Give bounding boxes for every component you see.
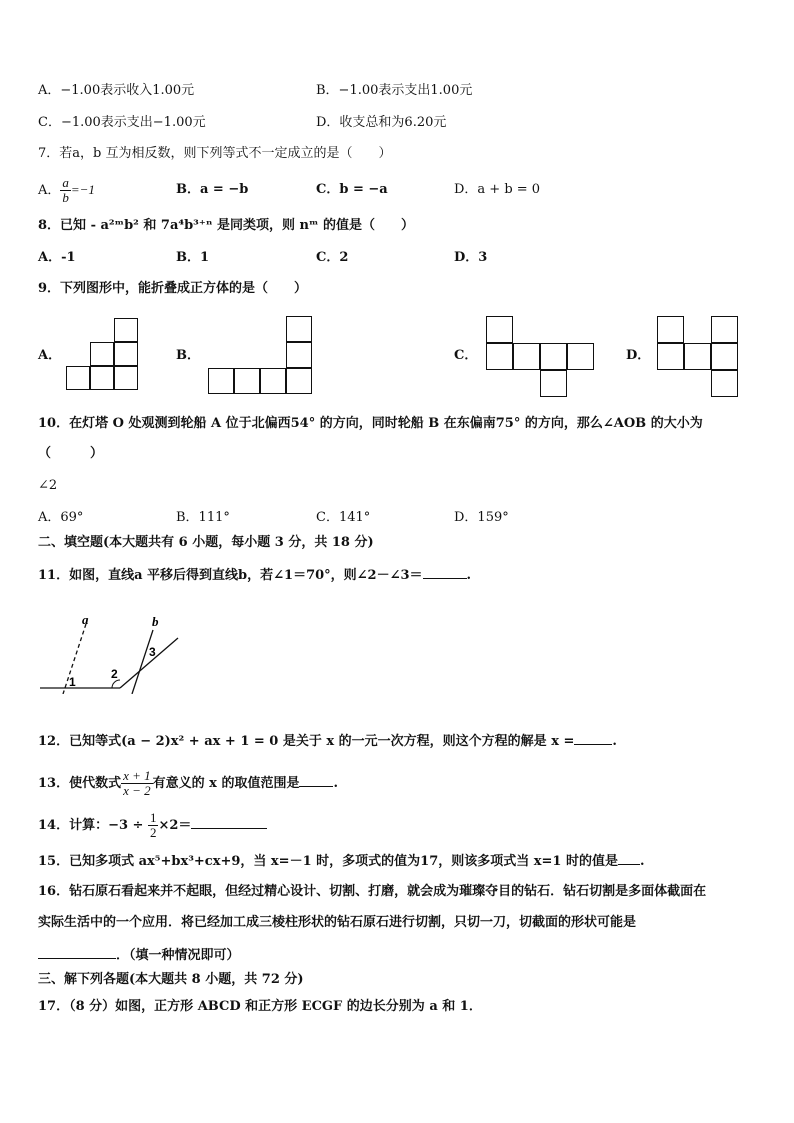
q12-stem-text: 12．已知等式(a − 2)x² + ax + 1 = 0 是关于 x 的一元一次方程，则这个方程的解是 x = <box>38 734 575 749</box>
q11-figure <box>38 612 188 694</box>
q10-stem: 10．在灯塔 O 处观测到轮船 A 位于北偏西54° 的方向，同时轮船 B 在东偏南75° 的方向，那么∠AOB 的大小为 <box>38 416 703 431</box>
q15-stem <box>38 852 645 871</box>
q7-option-d: D．a + b = 0 <box>454 182 541 197</box>
label-angle-3: 3 <box>149 645 156 659</box>
fraction-denominator: x − 2 <box>123 783 151 798</box>
label-b: b <box>152 614 159 629</box>
q7-option-b: B．a = −b <box>176 182 249 197</box>
q9-option-b: B． <box>176 348 200 363</box>
label-angle-1: 1 <box>69 675 76 689</box>
answer-blank <box>423 566 467 579</box>
q6-option-a: A．−1.00表示收入1.00元 <box>38 83 195 98</box>
q9-option-a: A． <box>38 348 62 363</box>
q6-option-c: C．−1.00表示支出−1.00元 <box>38 115 206 130</box>
q15-stem-text: 15．已知多项式 ax⁵+bx³+cx+9，当 x=－1 时，多项式的值为17，则该多项式当 x=1 时的值是 <box>38 854 618 869</box>
q7-stem: 7．若a，b 互为相反数，则下列等式不一定成立的是（ ） <box>38 146 392 161</box>
fraction-numerator: 1 <box>149 810 157 825</box>
q10-option-a: A．69° <box>38 510 84 525</box>
q7-option-a <box>38 172 95 209</box>
answer-blank <box>38 946 116 959</box>
label-angle-2: 2 <box>111 667 118 681</box>
q10-option-b: B．111° <box>176 510 230 525</box>
q16-line-1: 16．钻石原石看起来并不起眼，但经过精心设计、切割、打磨，就会成为璀璨夺目的钻石．钻石切割是多面体截面在 <box>38 884 707 899</box>
q8-option-c: C．2 <box>316 250 349 265</box>
q15-stem-end: . <box>639 854 645 869</box>
q16-line-2: 实际生活中的一个应用．将已经加工成三棱柱形状的钻石原石进行切割，只切一刀，切截面的形状可能是 <box>38 915 637 930</box>
q14-fraction <box>148 811 159 840</box>
q7-option-c: C．b = −a <box>316 182 388 197</box>
q14-pre: 14．计算：−3 ÷ <box>38 818 148 833</box>
q8-stem: 8．已知 - a²ᵐb² 和 7a⁴b³⁺ⁿ 是同类项，则 nᵐ 的值是（ ） <box>38 218 414 233</box>
q13-fraction <box>121 769 153 798</box>
q17-stem: 17．（8 分）如图，正方形 ABCD 和正方形 ECGF 的边长分别为 a 和 1． <box>38 999 482 1014</box>
q6-option-d: D．收支总和为6.20元 <box>316 115 447 130</box>
q9-option-c: C． <box>454 348 478 363</box>
q16-line-3 <box>38 946 240 965</box>
answer-blank <box>191 816 267 829</box>
answer-blank <box>299 774 333 787</box>
q11-stem <box>38 566 471 585</box>
q8-option-a: A．-1 <box>38 250 76 265</box>
q12-stem <box>38 732 617 751</box>
section-3-heading: 三、解下列各题(本大题共 8 小题，共 72 分) <box>38 972 304 987</box>
q13-pre: 13．使代数式 <box>38 776 122 791</box>
answer-blank <box>574 732 612 745</box>
label-a: a <box>82 612 89 627</box>
answer-blank <box>618 852 640 865</box>
q12-stem-end: . <box>612 734 617 749</box>
q13-stem <box>38 766 338 802</box>
fraction-numerator: x + 1 <box>123 768 151 783</box>
q9-stem: 9．下列图形中，能折叠成正方体的是（ ） <box>38 281 308 296</box>
q14-post: ×2＝ <box>158 818 192 833</box>
q9-option-d: D． <box>626 348 651 363</box>
q13-end: . <box>333 776 338 791</box>
q6-option-b: B．−1.00表示支出1.00元 <box>316 83 473 98</box>
fraction-numerator: a <box>62 175 69 190</box>
q10-option-d: D．159° <box>454 510 509 525</box>
angle-arc <box>112 680 120 688</box>
fraction-denominator: b <box>62 190 69 205</box>
q13-post: 有意义的 x 的取值范围是 <box>152 776 300 791</box>
q14-stem <box>38 808 267 844</box>
q16-line-3-text: ．（填一种情况即可） <box>116 948 240 963</box>
q10-option-c: C．141° <box>316 510 371 525</box>
q7-option-a-rest: =−1 <box>70 182 95 197</box>
q10-angle-note: ∠2 <box>38 478 58 493</box>
q7-option-a-label: A． <box>38 183 61 198</box>
section-2-heading: 二、填空题(本大题共有 6 小题，每小题 3 分，共 18 分) <box>38 535 374 550</box>
q11-stem-end: . <box>466 568 472 583</box>
q8-option-d: D．3 <box>454 250 488 265</box>
q10-paren: （ ） <box>38 446 104 461</box>
fraction-denominator: 2 <box>149 825 157 840</box>
q11-stem-text: 11．如图，直线a 平移后得到直线b，若∠1＝70°，则∠2－∠3＝ <box>38 568 423 583</box>
q7-option-a-fraction <box>60 176 71 205</box>
q8-option-b: B．1 <box>176 250 210 265</box>
